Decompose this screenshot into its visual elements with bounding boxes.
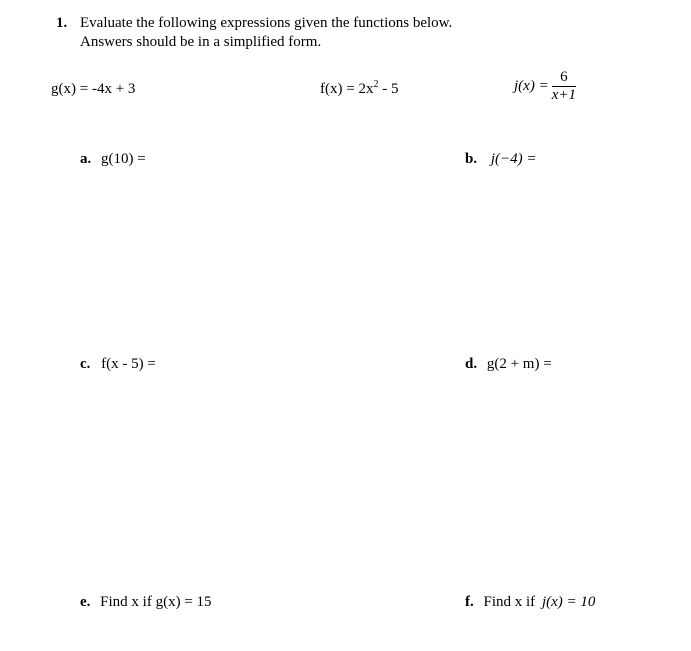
function-f-suffix: - 5 <box>378 81 399 97</box>
function-f-prefix: f(x) = 2x <box>320 81 374 97</box>
function-f-exponent: 2 <box>373 79 379 90</box>
part-a-expression: g(10) = <box>101 151 146 167</box>
part-e-expression: Find x if g(x) = 15 <box>100 594 212 610</box>
part-d <box>465 356 552 373</box>
question-instruction-line1: Evaluate the following expressions given the functions below. <box>80 15 453 31</box>
part-d-label: d. <box>465 356 478 372</box>
function-j-fraction <box>552 70 576 103</box>
part-c-expression: f(x - 5) = <box>101 356 156 372</box>
part-f-label: f. <box>465 594 474 610</box>
question-instruction-line2: Answers should be in a simplified form. <box>80 34 322 50</box>
function-j-numerator: 6 <box>552 70 576 87</box>
part-f-expression-prefix: Find x if <box>483 594 536 610</box>
function-j-denominator: x+1 <box>551 87 576 103</box>
function-j-lhs: j(x) = <box>514 78 549 94</box>
part-f-expression-math: j(x) = 10 <box>541 594 596 610</box>
part-a-label: a. <box>80 151 92 167</box>
part-c <box>80 356 156 373</box>
part-d-expression: g(2 + m) = <box>486 356 552 372</box>
part-c-label: c. <box>80 356 91 372</box>
part-e <box>80 594 212 611</box>
part-b <box>465 151 537 168</box>
function-f-definition <box>320 81 398 98</box>
part-f <box>465 594 595 611</box>
part-b-expression: j(−4) = <box>490 151 537 167</box>
part-b-label: b. <box>465 151 478 167</box>
part-e-label: e. <box>80 594 91 610</box>
function-j-definition <box>514 70 576 103</box>
question-number: 1. <box>56 15 68 31</box>
part-a <box>80 151 146 168</box>
function-g-definition: g(x) = -4x + 3 <box>51 81 136 97</box>
